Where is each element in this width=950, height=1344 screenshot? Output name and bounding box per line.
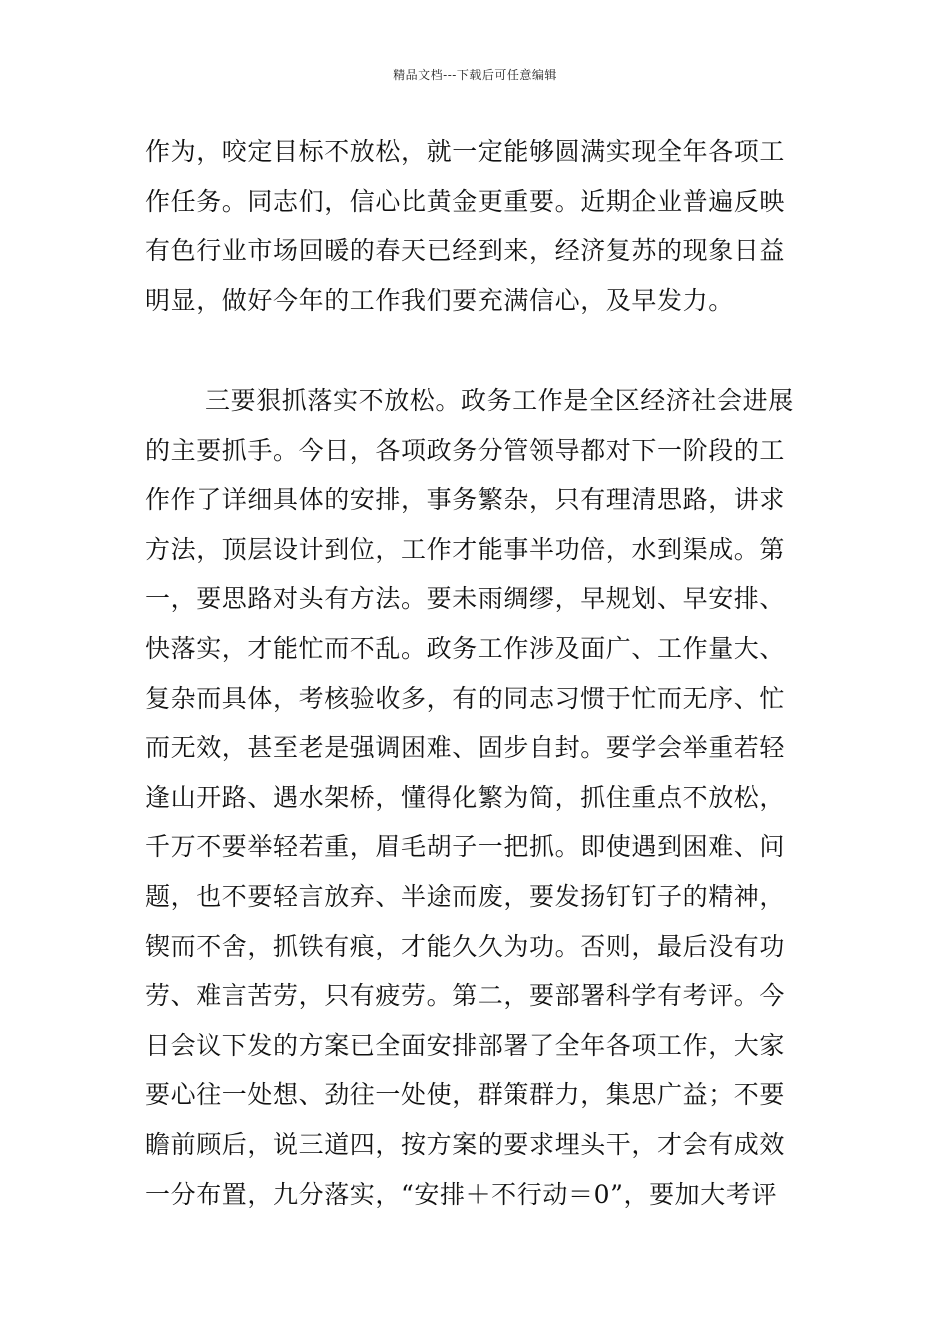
text-line: 快落实，才能忙而不乱。政务工作涉及面广、工作量大、 (145, 633, 786, 663)
text-line: 的主要抓手。今日，各项政务分管领导都对下一阶段的工 (145, 435, 786, 465)
text-line: 劳、难言苦劳，只有疲劳。第二，要部署科学有考评。今 (145, 981, 786, 1011)
text-line: 三要狠抓落实不放松。政务工作是全区经济社会进展 (205, 386, 794, 415)
header-note: 精品文档---下载后可任意编辑 (393, 68, 557, 82)
text-line: 有色行业市场回暖的春天已经到来，经济复苏的现象日益 (145, 236, 786, 266)
text-line: 作为，咬定目标不放松，就一定能够圆满实现全年各项工 (145, 137, 786, 166)
text-line: 逢山开路、遇水架桥，懂得化繁为简，抓住重点不放松， (145, 782, 786, 812)
text-line: 作作了详细具体的安排，事务繁杂，只有理清思路，讲求 (145, 485, 786, 515)
paragraph-2 (145, 376, 810, 1219)
text-line: 瞻前顾后，说三道四，按方案的要求埋头干，才会有成效 (145, 1129, 786, 1159)
text-line: 锲而不舍，抓铁有痕，才能久久为功。否则，最后没有功 (145, 931, 786, 961)
text-line: 作任务。同志们，信心比黄金更重要。近期企业普遍反映 (145, 186, 786, 216)
text-line: 而无效，甚至老是强调困难、固步自封。要学会举重若轻 (145, 733, 786, 763)
text-line: 一分布置，九分落实，“安排＋不行动＝0”，要加大考评 (145, 1179, 778, 1209)
text-line: 题，也不要轻言放弃、半途而废，要发扬钉钉子的精神， (145, 881, 786, 911)
text-line: 要心往一处想、劲往一处使，群策群力，集思广益；不要 (145, 1080, 786, 1110)
text-line: 复杂而具体，考核验收多，有的同志习惯于忙而无序、忙 (145, 683, 786, 713)
text-line: 一，要思路对头有方法。要未雨绸缪，早规划、早安排、 (145, 584, 786, 614)
text-line: 方法，顶层设计到位，工作才能事半功倍，水到渠成。第 (145, 534, 786, 564)
text-line: 明显，做好今年的工作我们要充满信心，及早发力。 (145, 285, 734, 315)
text-line: 千万不要举轻若重，眉毛胡子一把抓。即使遇到困难、问 (145, 832, 786, 862)
text-line: 日会议下发的方案已全面安排部署了全年各项工作，大家 (145, 1030, 786, 1060)
paragraph-1 (145, 127, 810, 325)
